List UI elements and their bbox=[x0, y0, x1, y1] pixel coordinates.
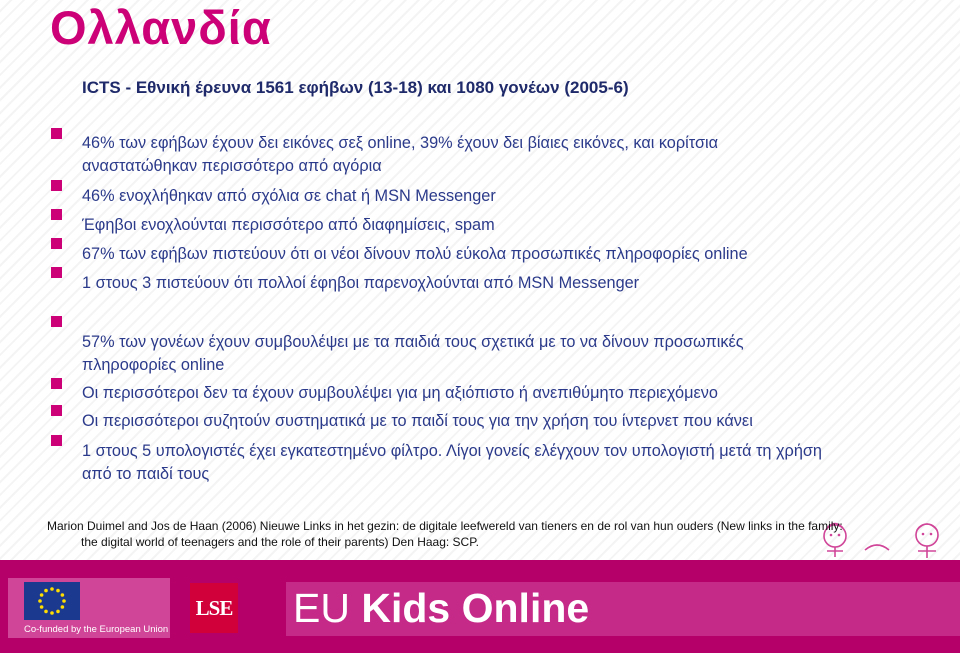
eu-star-icon bbox=[38, 599, 42, 603]
eu-flag-icon bbox=[24, 582, 80, 620]
reference-citation bbox=[47, 518, 947, 550]
bullet-text: 1 στους 3 πιστεύουν ότι πολλοί έφηβοι παρενοχλούνται από MSN Messenger bbox=[82, 274, 640, 292]
eu-star-icon bbox=[61, 605, 65, 609]
bullet-item bbox=[82, 132, 942, 178]
bullet-text: Οι περισσότεροι συζητούν συστηματικά με το παιδί τους για την χρήση του ίντερνετ που κάνει bbox=[82, 412, 753, 430]
bullet-text: 46% των εφήβων έχουν δει εικόνες σεξ online, 39% έχουν δει βίαιες εικόνες, και κορίτσια bbox=[82, 134, 719, 152]
brand-eu: EU bbox=[293, 585, 350, 631]
eu-star-icon bbox=[40, 605, 44, 609]
eu-kids-online-brand bbox=[293, 583, 589, 633]
eu-star-icon bbox=[61, 593, 65, 597]
lse-logo: LSE bbox=[190, 583, 238, 633]
reference-line-2: the digital world of teenagers and the role of their parents) Den Haag: SCP. bbox=[81, 535, 480, 549]
bullet-item bbox=[82, 185, 942, 208]
bullet-text-continued: πληροφορίες online bbox=[82, 356, 225, 374]
bullet-text: 1 στους 5 υπολογιστές έχει εγκατεστημένο φίλτρο. Λίγοι γονείς ελέγχουν τον υπολογιστή μετά τη χρήση bbox=[82, 442, 822, 460]
eu-star-icon bbox=[62, 599, 66, 603]
square-bullet-icon bbox=[51, 435, 62, 446]
slide-subtitle: ICTS - Εθνική έρευνα 1561 εφήβων (13-18) και 1080 γονέων (2005-6) bbox=[82, 78, 629, 97]
bullet-item bbox=[82, 272, 942, 295]
square-bullet-icon bbox=[51, 405, 62, 416]
square-bullet-icon bbox=[51, 238, 62, 249]
square-bullet-icon bbox=[51, 180, 62, 191]
eu-star-icon bbox=[56, 589, 60, 593]
square-bullet-icon bbox=[51, 316, 62, 327]
brand-kids-online: Kids Online bbox=[361, 585, 590, 631]
bullet-item bbox=[82, 440, 942, 486]
reference-line-1: Marion Duimel and Jos de Haan (2006) Nieuwe Links in het gezin: de digitale leefwereld van tieners en de rol van hun ouders (New links in the family: bbox=[47, 519, 843, 533]
eu-star-icon bbox=[56, 610, 60, 614]
bullet-item bbox=[82, 382, 942, 405]
eu-cofunded-caption: Co-funded by the European Union bbox=[24, 624, 169, 635]
bullet-text: Έφηβοι ενοχλούνται περισσότερο από διαφημίσεις, spam bbox=[82, 216, 495, 234]
square-bullet-icon bbox=[51, 128, 62, 139]
bullet-text: 57% των γονέων έχουν συμβουλέψει με τα παιδιά τους σχετικά με το να δίνουν προσωπικές bbox=[82, 333, 744, 351]
bullet-text-continued: αναστατώθηκαν περισσότερο από αγόρια bbox=[82, 157, 382, 175]
bullet-text: 67% των εφήβων πιστεύουν ότι οι νέοι δίνουν πολύ εύκολα προσωπικές πληροφορίες online bbox=[82, 245, 748, 263]
eu-star-icon bbox=[44, 589, 48, 593]
square-bullet-icon bbox=[51, 267, 62, 278]
bullet-text-continued: από το παιδί τους bbox=[82, 465, 210, 483]
square-bullet-icon bbox=[51, 378, 62, 389]
bullet-item bbox=[82, 214, 942, 237]
bullet-item bbox=[82, 243, 942, 266]
bullet-text: Οι περισσότεροι δεν τα έχουν συμβουλέψει για μη αξιόπιστο ή ανεπιθύμητο περιεχόμενο bbox=[82, 384, 718, 402]
eu-star-icon bbox=[50, 587, 54, 591]
bullet-text: 46% ενοχλήθηκαν από σχόλια σε chat ή MSN Messenger bbox=[82, 187, 496, 205]
bullet-item bbox=[82, 331, 942, 377]
eu-star-icon bbox=[44, 610, 48, 614]
slide-title: Ολλανδία bbox=[50, 1, 272, 54]
square-bullet-icon bbox=[51, 209, 62, 220]
bullet-item bbox=[82, 410, 942, 433]
eu-star-icon bbox=[40, 593, 44, 597]
eu-star-icon bbox=[50, 611, 54, 615]
